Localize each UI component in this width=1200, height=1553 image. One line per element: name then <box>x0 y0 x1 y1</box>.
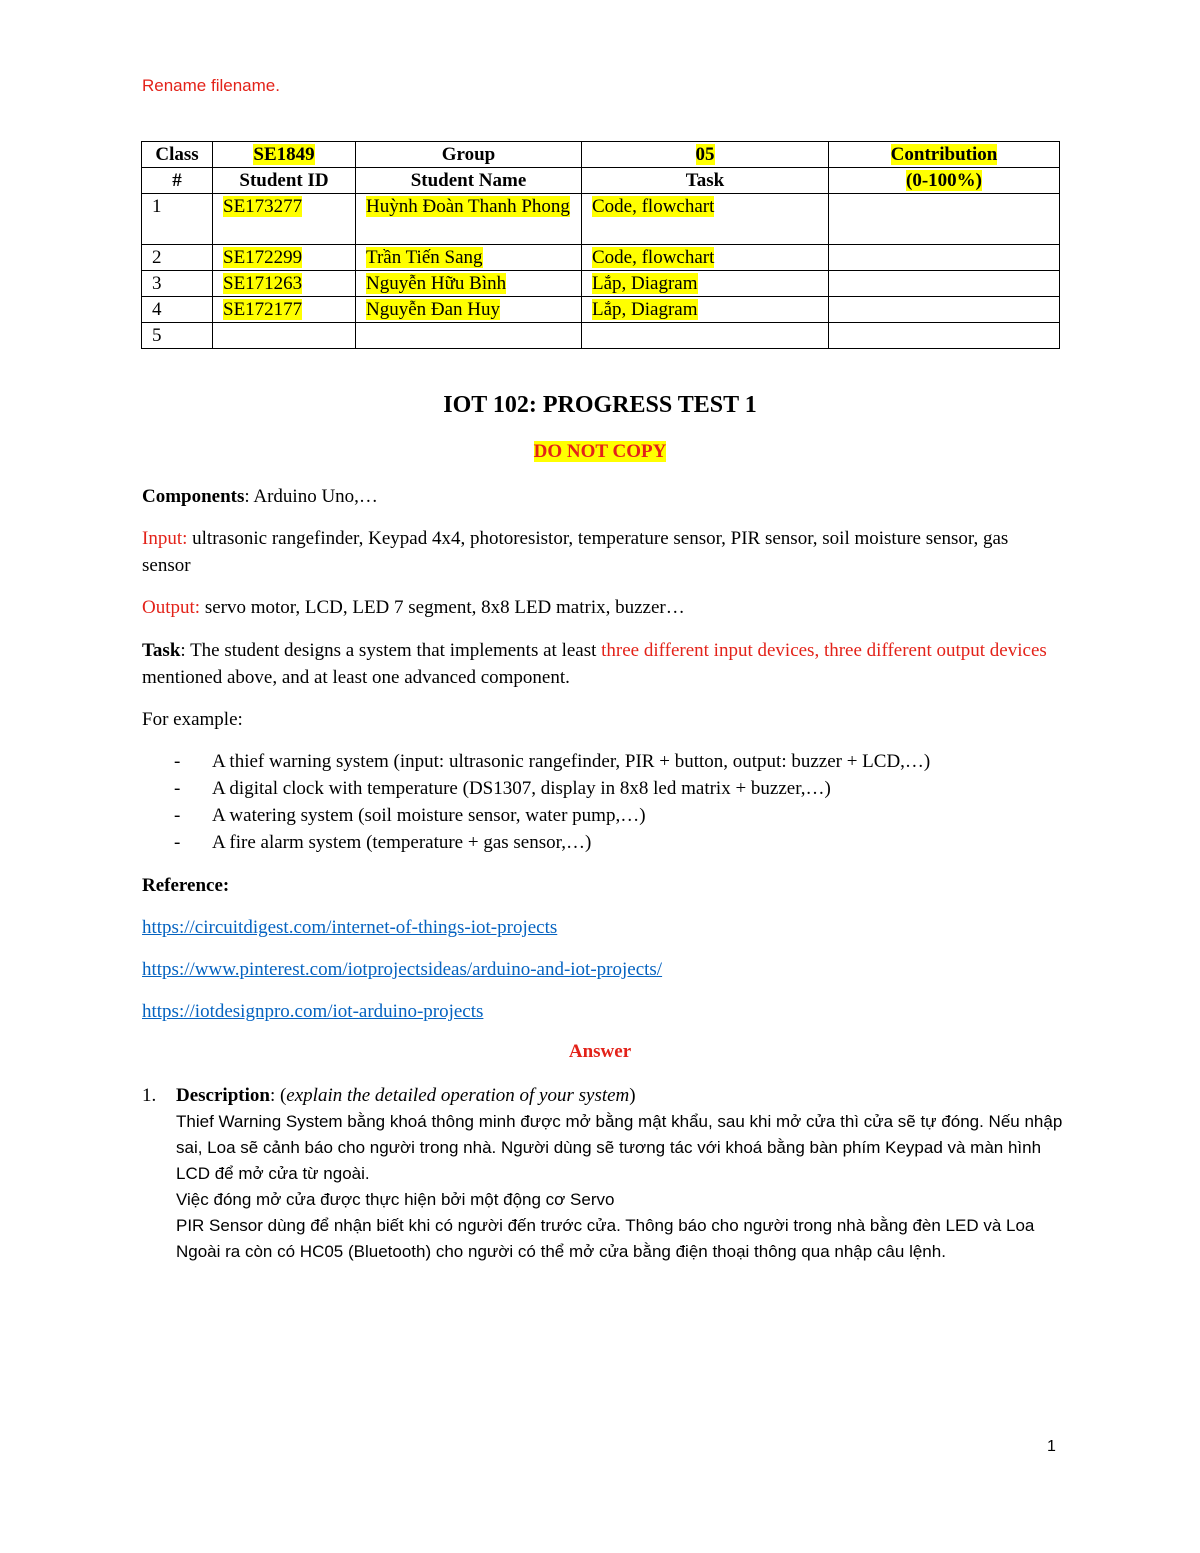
output-text: servo motor, LCD, LED 7 segment, 8x8 LED matrix, buzzer… <box>200 597 685 618</box>
input-text: ultrasonic rangefinder, Keypad 4x4, photoresistor, temperature sensor, PIR sensor, soil moisture sensor, gas sensor <box>142 528 1009 576</box>
student-id-header: Student ID <box>213 168 356 194</box>
output-label: Output: <box>142 597 201 618</box>
list-item: - A digital clock with temperature (DS1307, display in 8x8 led matrix + buzzer,…) <box>174 778 831 799</box>
table-header-row-2 <box>142 168 1060 194</box>
answer-heading: Answer <box>568 1041 632 1062</box>
description-line-1: Thief Warning System bằng khoá thông minh được mở bằng mật khẩu, sau khi mở cửa thì cửa sẽ tự đóng. Nếu nhập sai, Loa sẽ cảnh báo cho người trong nhà. Người dùng sẽ tương tác với khoá bằng bàn phím Keypad và màn hình LCD để mở cửa từ ngoài. <box>176 1112 1063 1183</box>
row-student-id: SE172177 <box>213 297 356 323</box>
row-student-id: SE173277 <box>213 194 356 245</box>
task-text-2: mentioned above, and at least one advanced component. <box>142 667 570 688</box>
input-paragraph <box>142 525 1057 579</box>
page-number: 1 <box>1047 1438 1056 1455</box>
reference-link-2[interactable]: https://www.pinterest.com/iotprojectsideas/arduino-and-iot-projects/ <box>142 959 663 980</box>
table-row <box>142 271 1060 297</box>
num-header: # <box>142 168 213 194</box>
row-student-id: SE172299 <box>213 245 356 271</box>
table-header-row-1 <box>142 142 1060 168</box>
row-num: 3 <box>142 271 213 297</box>
class-value: SE1849 <box>213 142 356 168</box>
class-label: Class <box>142 142 213 168</box>
description-line-3: PIR Sensor dùng để nhận biết khi có người đến trước cửa. Thông báo cho người trong nhà bằng đèn LED và Loa <box>176 1216 1035 1235</box>
row-num: 2 <box>142 245 213 271</box>
description-line-4: Ngoài ra còn có HC05 (Bluetooth) cho người có thể mở cửa bằng điện thoại thông qua nhập câu lệnh. <box>176 1242 946 1261</box>
group-label: Group <box>356 142 582 168</box>
rename-note: Rename filename. <box>142 76 280 95</box>
for-example-label: For example: <box>142 709 243 730</box>
row-student-id <box>213 323 356 349</box>
student-name-header: Student Name <box>356 168 582 194</box>
group-members-table <box>141 141 1060 349</box>
row-student-id: SE171263 <box>213 271 356 297</box>
task-text-1: : The student designs a system that implements at least <box>180 640 602 661</box>
row-task: Code, flowchart <box>582 194 829 245</box>
description-section <box>142 1083 1072 1265</box>
task-label: Task <box>142 640 181 661</box>
table-row <box>142 297 1060 323</box>
row-contribution <box>829 297 1060 323</box>
task-highlight: three different input devices, three different output devices <box>601 640 1047 661</box>
row-num: 5 <box>142 323 213 349</box>
components-label: Components <box>142 486 245 507</box>
row-student-name: Trần Tiến Sang <box>356 245 582 271</box>
input-label: Input: <box>142 528 188 549</box>
contribution-label: Contribution <box>829 142 1060 168</box>
row-num: 4 <box>142 297 213 323</box>
row-contribution <box>829 323 1060 349</box>
list-item: - A thief warning system (input: ultrasonic rangefinder, PIR + button, output: buzzer + LCD,…) <box>174 751 931 772</box>
row-contribution <box>829 194 1060 245</box>
row-student-name: Huỳnh Đoàn Thanh Phong <box>356 194 582 245</box>
components-paragraph <box>142 483 1057 510</box>
table-row <box>142 194 1060 245</box>
table-row <box>142 245 1060 271</box>
row-student-name <box>356 323 582 349</box>
examples-list <box>174 748 930 856</box>
row-student-name: Nguyễn Đan Huy <box>356 297 582 323</box>
task-header: Task <box>582 168 829 194</box>
output-paragraph <box>142 594 1057 621</box>
page-title: IOT 102: PROGRESS TEST 1 <box>443 392 757 418</box>
reference-link-1[interactable]: https://circuitdigest.com/internet-of-things-iot-projects <box>142 917 558 938</box>
row-student-name: Nguyễn Hữu Bình <box>356 271 582 297</box>
row-task: Lắp, Diagram <box>582 297 829 323</box>
row-num: 1 <box>142 194 213 245</box>
row-task: Lắp, Diagram <box>582 271 829 297</box>
description-heading: Description: (explain the detailed operation of your system) <box>176 1085 636 1106</box>
task-paragraph <box>142 637 1057 691</box>
list-item: - A fire alarm system (temperature + gas sensor,…) <box>174 832 592 853</box>
table-row <box>142 323 1060 349</box>
description-number: 1. <box>142 1085 157 1106</box>
row-task <box>582 323 829 349</box>
reference-link-3[interactable]: https://iotdesignpro.com/iot-arduino-projects <box>142 1001 484 1022</box>
group-value: 05 <box>582 142 829 168</box>
row-task: Code, flowchart <box>582 245 829 271</box>
contribution-range-header: (0-100%) <box>829 168 1060 194</box>
list-item: - A watering system (soil moisture sensor, water pump,…) <box>174 805 646 826</box>
row-contribution <box>829 245 1060 271</box>
reference-label: Reference: <box>142 875 230 896</box>
row-contribution <box>829 271 1060 297</box>
do-not-copy-banner: DO NOT COPY <box>533 441 667 462</box>
components-text: : Arduino Uno,… <box>244 486 378 507</box>
description-line-2: Việc đóng mở cửa được thực hiện bởi một động cơ Servo <box>176 1190 615 1209</box>
